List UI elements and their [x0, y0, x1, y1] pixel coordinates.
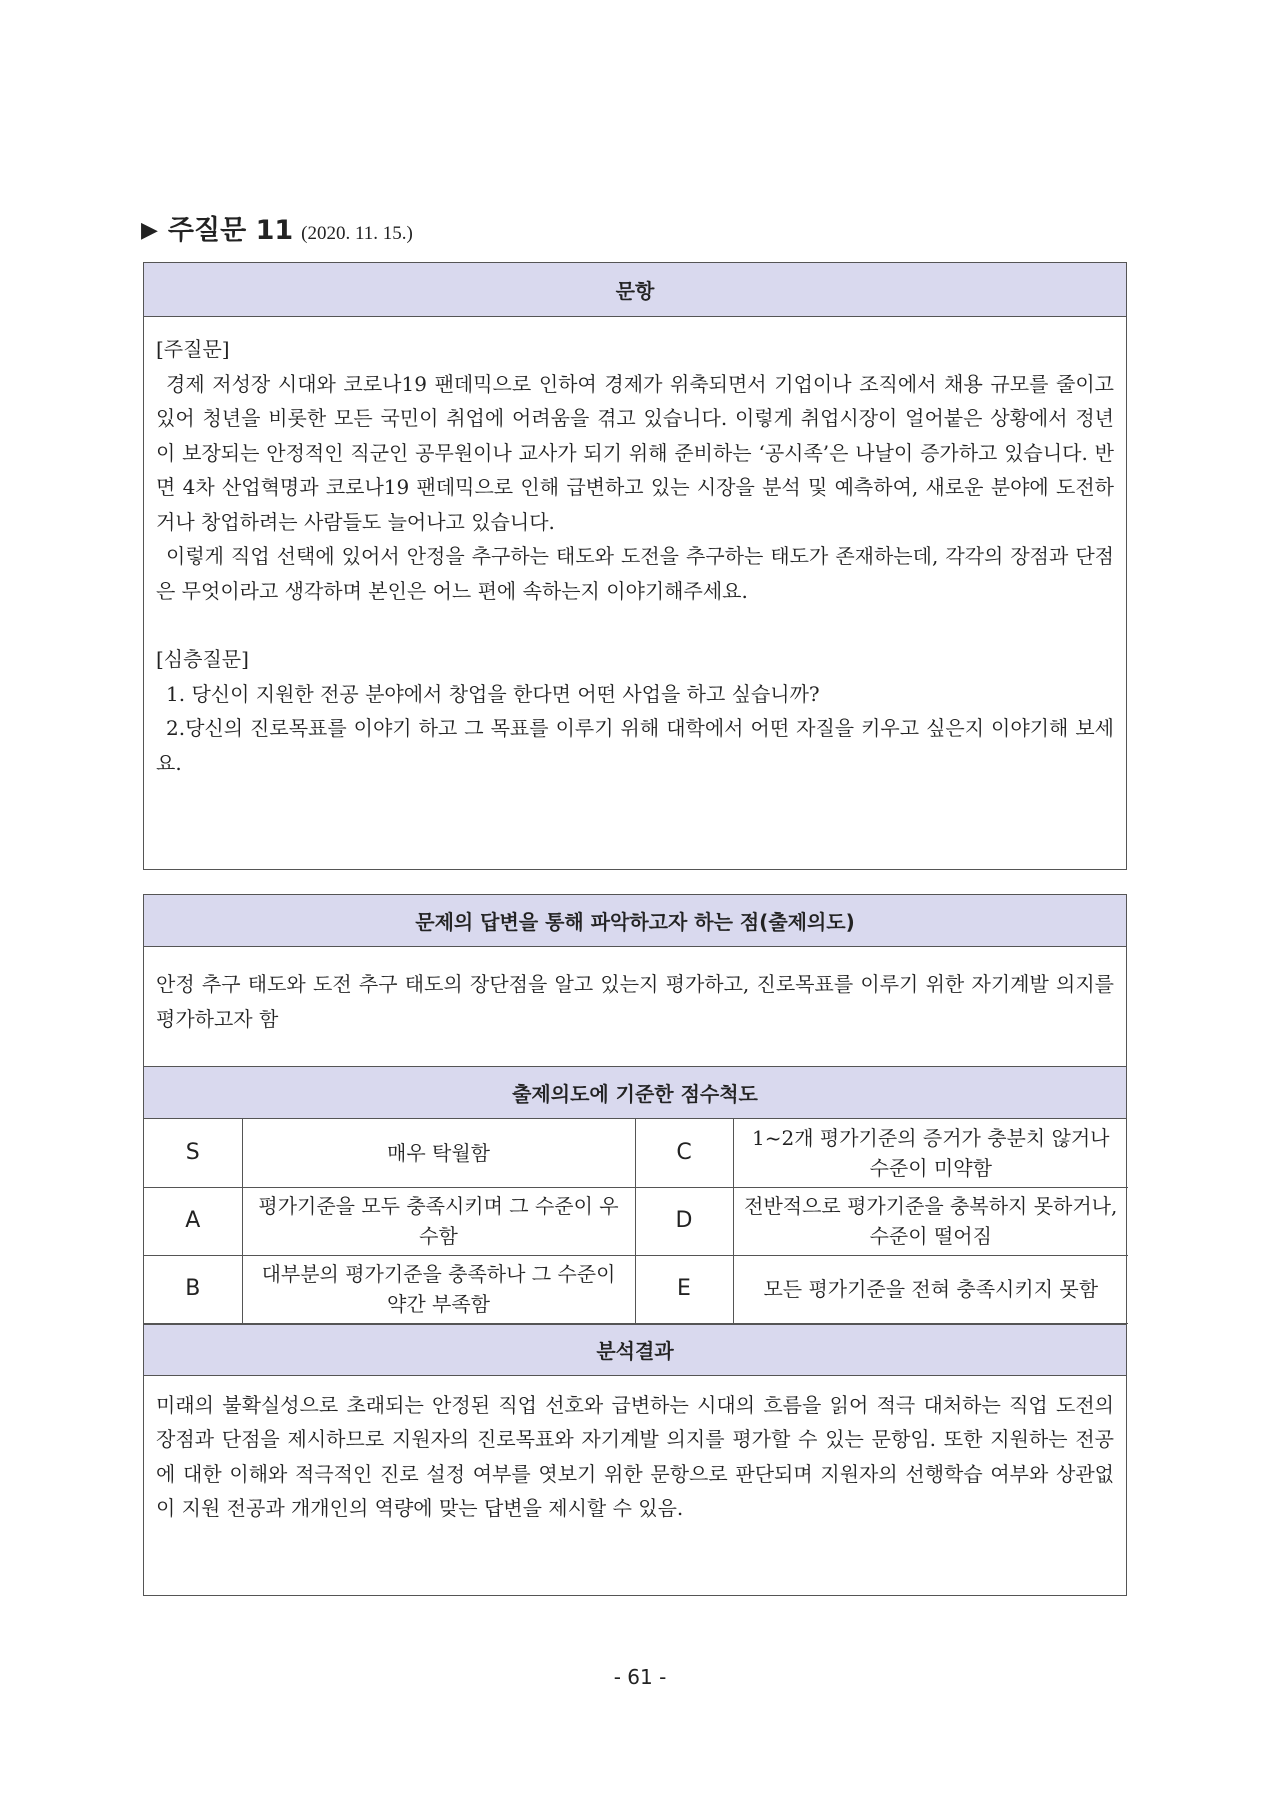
- question-box: [143, 262, 1127, 870]
- result-header: 분석결과: [144, 1324, 1126, 1376]
- grade-cell: B: [144, 1255, 242, 1323]
- question-heading: [141, 208, 413, 247]
- table-row: [144, 1119, 1128, 1187]
- table-row: [144, 1255, 1128, 1323]
- grade-description: 매우 탁월함: [242, 1119, 635, 1187]
- rubric-header: 출제의도에 기준한 점수척도: [144, 1067, 1126, 1119]
- result-body: [144, 1376, 1126, 1526]
- question-title: 주질문 11: [167, 215, 294, 246]
- question-box-header: 문항: [144, 263, 1126, 317]
- followup-question-1: 1. 당신이 지원한 전공 분야에서 창업을 한다면 어떤 사업을 하고 싶습니까?: [166, 681, 820, 706]
- grade-cell: A: [144, 1187, 242, 1255]
- main-question-paragraph-2: 이렇게 직업 선택에 있어서 안정을 추구하는 태도와 도전을 추구하는 태도가 존재하는데, 각각의 장점과 단점은 무엇이라고 생각하며 본인은 어느 편에 속하는지 이야기해주세요.: [156, 544, 1114, 603]
- intent-box: [143, 894, 1127, 1596]
- main-question-label: [주질문]: [156, 337, 230, 361]
- intent-text: 안정 추구 태도와 도전 추구 태도의 장단점을 알고 있는지 평가하고, 진로목표를 이루기 위한 자기계발 의지를 평가하고자 함: [156, 972, 1114, 1031]
- intent-body: [144, 947, 1126, 1067]
- triangle-bullet-icon: ▶: [141, 218, 158, 243]
- grade-cell: E: [635, 1255, 733, 1323]
- intent-header: 문제의 답변을 통해 파악하고자 하는 점(출제의도): [144, 895, 1126, 947]
- page-number: - 61 -: [613, 1665, 667, 1689]
- question-box-body: [144, 317, 1126, 780]
- table-row: [144, 1187, 1128, 1255]
- grade-description: 평가기준을 모두 충족시키며 그 수준이 우수함: [242, 1187, 635, 1255]
- grade-cell: D: [635, 1187, 733, 1255]
- grade-description: 대부분의 평가기준을 충족하나 그 수준이 약간 부족함: [242, 1255, 635, 1323]
- spacer: [156, 608, 1114, 642]
- grade-description: 전반적으로 평가기준을 충복하지 못하거나, 수준이 떨어짐: [733, 1187, 1128, 1255]
- question-date: (2020. 11. 15.): [301, 223, 413, 244]
- main-question-paragraph-1: 경제 저성장 시대와 코로나19 팬데믹으로 인하여 경제가 위축되면서 기업이나 조직에서 채용 규모를 줄이고 있어 청년을 비롯한 모든 국민이 취업에 어려움을 겪고 있습니다. 이렇게 취업시장이 얼어붙은 상황에서 정년이 보장되는 안정적인 직군인 공무원이나 교사가 되기 위해 준비하는 ‘공시족’은 나날이 증가하고 있습니다. 반면 4차 산업혁명과 코로나19 팬데믹으로 인해 급변하고 있는 시장을 분석 및 예측하여, 새로운 분야에 도전하거나 창업하려는 사람들도 늘어나고 있습니다.: [156, 371, 1114, 534]
- grade-cell: S: [144, 1119, 242, 1187]
- followup-label: [심층질문]: [156, 647, 249, 671]
- rubric-table: [144, 1119, 1128, 1324]
- grade-description: 1~2개 평가기준의 증거가 충분치 않거나 수준이 미약함: [733, 1119, 1128, 1187]
- followup-question-2: 2.당신의 진로목표를 이야기 하고 그 목표를 이루기 위해 대학에서 어떤 자질을 키우고 싶은지 이야기해 보세요.: [156, 716, 1114, 775]
- grade-cell: C: [635, 1119, 733, 1187]
- result-text: 미래의 불확실성으로 초래되는 안정된 직업 선호와 급변하는 시대의 흐름을 읽어 적극 대처하는 직업 도전의 장점과 단점을 제시하므로 지원자의 진로목표와 자기계발 의지를 평가할 수 있는 문항임. 또한 지원하는 전공에 대한 이해와 적극적인 진로 설정 여부를 엿보기 위한 문항으로 판단되며 지원자의 선행학습 여부와 상관없이 지원 전공과 개개인의 역량에 맞는 답변을 제시할 수 있음.: [156, 1392, 1114, 1520]
- grade-description: 모든 평가기준을 전혀 충족시키지 못함: [733, 1255, 1128, 1323]
